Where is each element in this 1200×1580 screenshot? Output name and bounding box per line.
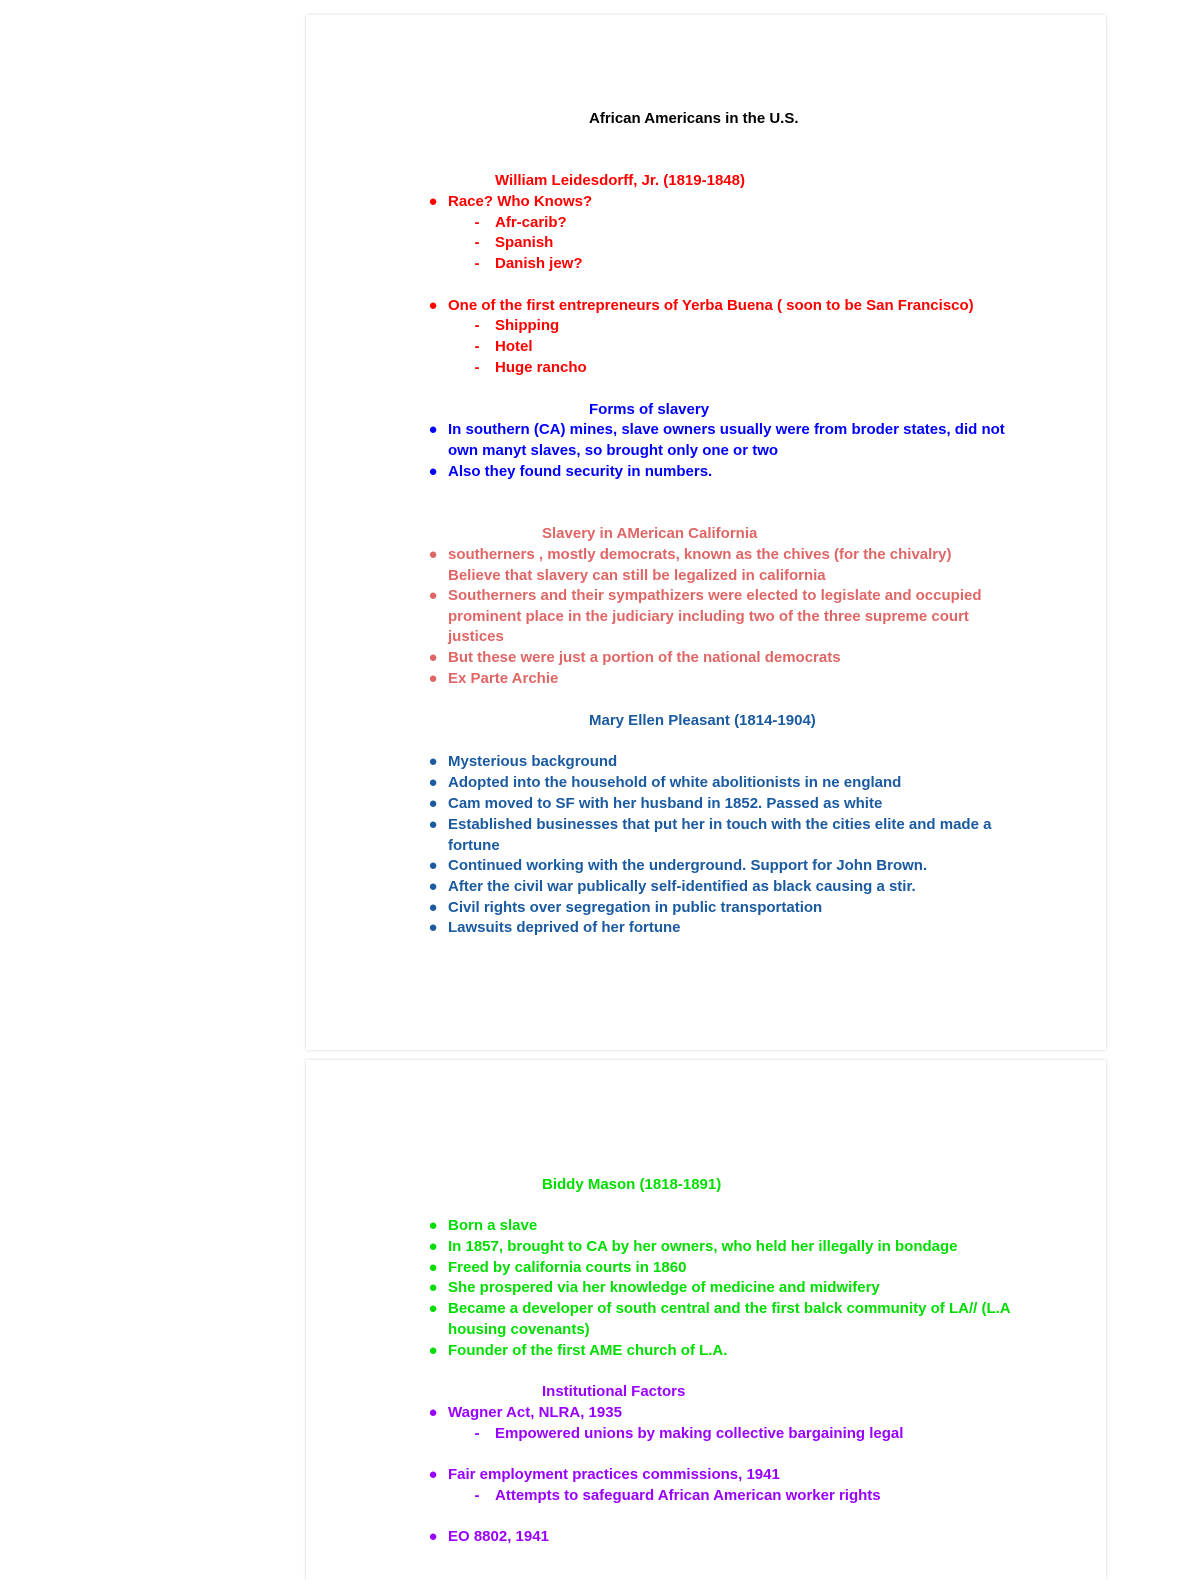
list-subitem: - Empowered unions by making collective bargaining legal xyxy=(474,1425,904,1442)
list-item: ● Continued working with the underground. Support for John Brown. xyxy=(448,856,1018,877)
list-item: ● Cam moved to SF with her husband in 1852. Passed as white xyxy=(448,794,1018,815)
list-subitem: - Spanish xyxy=(474,234,554,251)
list-subitem: - Hotel xyxy=(474,338,533,355)
slavery-forms-heading: Forms of slavery xyxy=(589,401,710,418)
list-subitem: - Attempts to safeguard African American worker rights xyxy=(474,1487,881,1504)
list-item: ● Wagner Act, NLRA, 1935 xyxy=(448,1403,1018,1424)
pleasant-heading: Mary Ellen Pleasant (1814-1904) xyxy=(589,712,816,729)
bullet-icon: ● xyxy=(428,774,438,791)
bullet-icon: ● xyxy=(428,463,438,480)
bullet-icon: ● xyxy=(428,297,438,314)
bullet-icon: ● xyxy=(428,670,438,687)
bullet-icon: ● xyxy=(428,857,438,874)
list-item: ● Freed by california courts in 1860 xyxy=(448,1258,1018,1279)
list-item: ● In southern (CA) mines, slave owners usually were from broder states, did not own manyt slaves, so brought only one or two xyxy=(448,420,1013,461)
institutional-heading: Institutional Factors xyxy=(542,1383,686,1400)
list-item: ● Founder of the first AME church of L.A. xyxy=(448,1341,1018,1362)
bullet-icon: ● xyxy=(428,795,438,812)
bullet-icon: ● xyxy=(428,919,438,936)
list-subitem: - Huge rancho xyxy=(474,359,587,376)
bullet-icon: ● xyxy=(428,587,438,604)
bullet-icon: ● xyxy=(428,1466,438,1483)
bullet-icon: ● xyxy=(428,1342,438,1359)
document-page-2 xyxy=(306,1060,1106,1580)
bullet-icon: ● xyxy=(428,1528,438,1545)
bullet-icon: ● xyxy=(428,1279,438,1296)
bullet-icon: ● xyxy=(428,1404,438,1421)
leidesdorff-heading: William Leidesdorff, Jr. (1819-1848) xyxy=(495,172,745,189)
bullet-icon: ● xyxy=(428,878,438,895)
list-item: ● She prospered via her knowledge of medicine and midwifery xyxy=(448,1278,1018,1299)
list-item: ● Adopted into the household of white abolitionists in ne england xyxy=(448,773,1018,794)
slavery-ca-heading: Slavery in AMerican California xyxy=(542,525,758,542)
bullet-icon: ● xyxy=(428,899,438,916)
bullet-icon: ● xyxy=(428,816,438,833)
list-item: ● But these were just a portion of the national democrats xyxy=(448,648,1018,669)
list-item: ● Fair employment practices commissions, 1941 xyxy=(448,1465,1018,1486)
list-item: ● Southerners and their sympathizers were elected to legislate and occupied prominent place in the judiciary including two of the three supreme court justices xyxy=(448,586,1018,648)
bullet-icon: ● xyxy=(428,649,438,666)
list-item: ● Lawsuits deprived of her fortune xyxy=(448,918,1018,939)
bullet-icon: ● xyxy=(428,546,438,563)
list-item: ● After the civil war publically self-identified as black causing a stir. xyxy=(448,877,1018,898)
list-item: ● Ex Parte Archie xyxy=(448,669,1018,690)
list-item: ● Also they found security in numbers. xyxy=(448,462,1018,483)
bullet-icon: ● xyxy=(428,1217,438,1234)
list-item: ● EO 8802, 1941 xyxy=(448,1527,1018,1548)
bullet-icon: ● xyxy=(428,193,438,210)
list-item: ● Became a developer of south central and the first balck community of LA// (L.A housing covenants) xyxy=(448,1299,1013,1340)
mason-heading: Biddy Mason (1818-1891) xyxy=(542,1176,722,1193)
list-item: ● One of the first entrepreneurs of Yerba Buena ( soon to be San Francisco) xyxy=(448,296,1088,317)
list-subitem: - Shipping xyxy=(474,317,560,334)
bullet-icon: ● xyxy=(428,421,438,438)
list-item: ● Born a slave xyxy=(448,1216,1018,1237)
list-subitem: - Afr-carib? xyxy=(474,214,567,231)
list-item: ● Race? Who Knows? xyxy=(448,192,1018,213)
document-title: African Americans in the U.S. xyxy=(589,110,799,127)
bullet-icon: ● xyxy=(428,1238,438,1255)
document-page-1 xyxy=(306,15,1106,1050)
list-item: ● southerners , mostly democrats, known as the chives (for the chivalry) Believe that slavery can still be legalized in california xyxy=(448,545,988,586)
bullet-icon: ● xyxy=(428,753,438,770)
list-item: ● In 1857, brought to CA by her owners, who held her illegally in bondage xyxy=(448,1237,1018,1258)
list-item: ● Civil rights over segregation in public transportation xyxy=(448,898,1018,919)
list-item: ● Established businesses that put her in touch with the cities elite and made a fortune xyxy=(448,815,1016,856)
list-subitem: - Danish jew? xyxy=(474,255,583,272)
bullet-icon: ● xyxy=(428,1300,438,1317)
list-item: ● Mysterious background xyxy=(448,752,1018,773)
bullet-icon: ● xyxy=(428,1259,438,1276)
